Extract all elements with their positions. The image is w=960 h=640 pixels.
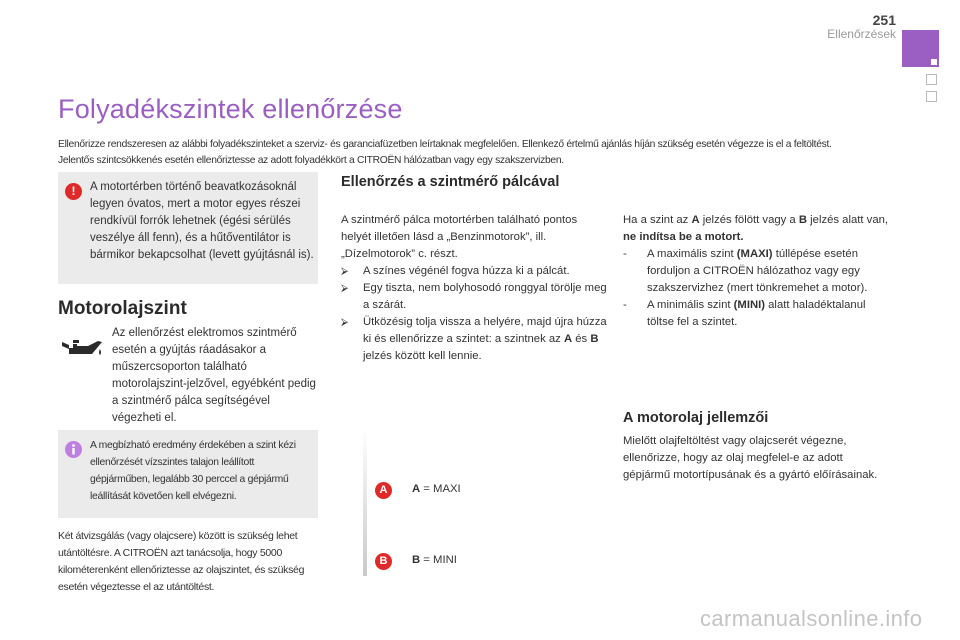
list-item-text: A minimális szint (MINI) alatt haladéktalanul töltse fel a szintet. xyxy=(647,299,866,328)
top-up-paragraph: Két átvizsgálás (vagy olajcsere) között is szükség lehet utántöltésre. A CITROËN azt tanácsolja, hogy 5000 kilométerenként ellenőriztesse az olajszintet, és szükség esetén végeztesse el az utántöltést. xyxy=(58,530,305,593)
dipstick-heading: Ellenőrzés a szintmérő pálcával xyxy=(341,174,560,190)
warning-text: A motortérben történő beavatkozásoknál legyen óvatos, mert a motor egyes részei rendkívül forrók lehetnek (égési sérülés veszélye áll fenn), és a hűtőventilátor is bármikor bekapcsolhat (levett gyújtásnál is). xyxy=(90,181,314,261)
dash-marker: - xyxy=(623,248,627,260)
info-icon xyxy=(65,441,82,458)
oil-level-heading: Motorolajszint xyxy=(58,298,187,319)
chapter-tab xyxy=(902,30,939,67)
oil-characteristics-heading: A motorolaj jellemzői xyxy=(623,410,769,426)
chapter-tab-outline xyxy=(926,91,937,102)
oil-can-icon xyxy=(60,336,104,360)
dipstick-illustration xyxy=(363,428,367,576)
mark-a-label: A = MAXI xyxy=(412,483,461,495)
dash-marker: - xyxy=(623,299,627,311)
info-text: A megbízható eredmény érdekében a szint kézi ellenőrzését vízszintes talajon leállított gépjárműben, legalább 30 perccel a gépjármű leállítását követően kell elvégezni. xyxy=(90,440,296,502)
info-box xyxy=(58,430,318,518)
mark-b-badge: B xyxy=(375,553,392,570)
list-item xyxy=(623,297,891,331)
bullet-marker: ⮚ xyxy=(341,317,349,328)
section-label: Ellenőrzések xyxy=(827,27,896,41)
level-notes-intro: Ha a szint az A jelzés fölött vagy a B jelzés alatt van, ne indítsa be a motort. xyxy=(623,214,889,243)
dipstick-instructions xyxy=(341,212,609,365)
dipstick-intro: A szintmérő pálca motortérben található pontos helyét illetően lásd a „Benzinmotorok”, ill. „Dízelmotorok” c. részt. xyxy=(341,214,578,260)
warning-box xyxy=(58,172,318,284)
list-item-text: A színes végénél fogva húzza ki a pálcát. xyxy=(363,265,570,277)
mark-a-badge: A xyxy=(375,482,392,499)
mark-b-label: B = MINI xyxy=(412,554,457,566)
oil-characteristics-text: Mielőtt olajfeltöltést vagy olajcserét végezne, ellenőrizze, hogy az olaj megfelel-e az adott gépjármű motortípusának és a gyártó előírásainak. xyxy=(623,435,878,481)
list-item xyxy=(341,280,609,314)
intro-text xyxy=(58,137,898,169)
list-item-text: Egy tiszta, nem bolyhosodó ronggyal törölje meg a szárát. xyxy=(363,282,607,311)
list-item xyxy=(341,263,609,280)
tab-dot xyxy=(931,59,937,65)
list-item xyxy=(341,314,609,365)
oil-level-text: Az ellenőrzést elektromos szintmérő esetén a gyújtás ráadásakor a műszercsoporton található motorolajszint-jelzővel, egyébként pedig a szintmérő pálca segítségével végezheti el. xyxy=(112,327,316,424)
list-item-text: A maximális szint (MAXI) túllépése esetén forduljon a CITROËN hálózathoz vagy egy szakszervizhez (mert tönkremehet a motor). xyxy=(647,248,868,294)
bullet-marker: ⮚ xyxy=(341,266,349,277)
page-number: 251 xyxy=(872,12,896,28)
watermark: carmanualsonline.info xyxy=(700,606,923,631)
intro-line: Ellenőrizze rendszeresen az alábbi folyadékszinteket a szerviz- és garanciafüzetben leírtaknak megfelelően. Ellenkező értelmű ajánlás híján szükség esetén végezze is el a feltöltést. xyxy=(58,139,832,150)
list-item-text: Ütközésig tolja vissza a helyére, majd újra húzza ki és ellenőrizze a szintet: a szintnek az A és B jelzés között kell lennie. xyxy=(363,316,607,362)
list-item xyxy=(623,246,891,297)
level-notes xyxy=(623,212,891,331)
bullet-marker: ⮚ xyxy=(341,283,349,294)
intro-line: Jelentős szintcsökkenés esetén ellenőriztesse az adott folyadékkört a CITROËN hálózatban vagy egy szakszervizben. xyxy=(58,155,564,166)
page-title: Folyadékszintek ellenőrzése xyxy=(58,94,403,124)
chapter-tab-outline xyxy=(926,74,937,85)
exclamation-icon: ! xyxy=(65,183,82,200)
